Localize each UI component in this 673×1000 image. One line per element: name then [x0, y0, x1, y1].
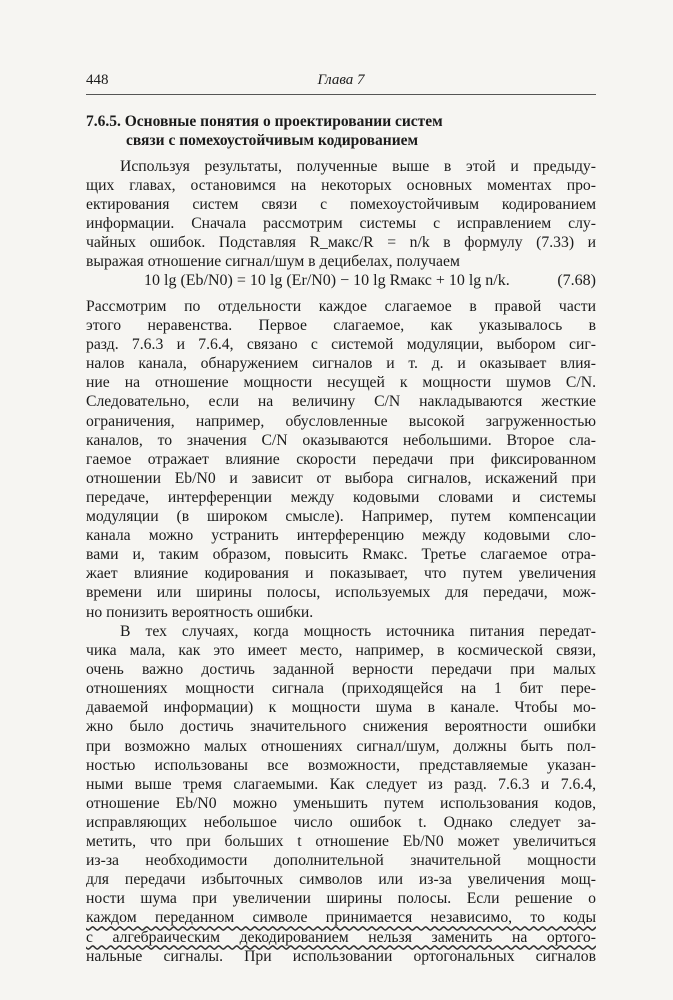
text-line: каналов, то значения C/N оказываются небольшими. Второе сла-	[86, 431, 596, 449]
text-line: метить, что при больших t отношение Eb/N0 может увеличиться	[86, 833, 596, 851]
page-header	[86, 72, 596, 92]
page-number: 448	[86, 72, 109, 88]
text-line: каждом переданном символе принимается независимо, то коды	[86, 909, 596, 927]
section-title-line-2: связи с помехоустойчивым кодированием	[126, 132, 419, 149]
text-line: гаемое отражает влияние скорости передачи при фиксированном	[86, 450, 596, 468]
section-heading	[86, 112, 596, 150]
text-line: отношениях мощности сигнала (приходящейся на 1 бит пере-	[86, 680, 596, 698]
text-line: но понизить вероятность ошибки.	[86, 603, 314, 621]
equation-number: (7.68)	[557, 272, 596, 289]
paragraph-3	[86, 622, 596, 966]
header-rule	[86, 94, 596, 95]
text-line: информации. Сначала рассмотрим системы с исправлением слу-	[86, 215, 596, 233]
text-line: нальные сигналы. При использовании ортогональных сигналов	[86, 947, 596, 965]
text-line: исправляющих небольшое число ошибок t. Однако следует за-	[86, 813, 596, 831]
text-line: из-за необходимости дополнительной значительной мощности	[86, 852, 596, 870]
text-line: для передачи избыточных символов или из-за увеличения мощ-	[86, 871, 596, 889]
text-line: модуляции (в широком смысле). Например, путем компенсации	[86, 508, 596, 526]
text-line: ными выше тремя слагаемыми. Как следует из разд. 7.6.3 и 7.6.4,	[86, 775, 596, 793]
text-line: ностью использованы все возможности, представляемые указан-	[86, 756, 596, 774]
text-line: отношение Eb/N0 можно уменьшить путем использования кодов,	[86, 794, 596, 812]
text-line: ности шума при увеличении ширины полосы. Если решение о	[86, 890, 596, 908]
running-head: Глава 7	[317, 72, 365, 88]
section-title-line-1: 7.6.5. Основные понятия о проектировании систем	[86, 113, 443, 130]
text-line: времени или ширины полосы, используемых для передачи, мож-	[86, 584, 596, 602]
text-line: даваемой информации) к мощности шума в канале. Чтобы мо-	[86, 699, 596, 717]
text-line: отношении Eb/N0 и зависит от выбора сигналов, искажений при	[86, 469, 596, 487]
text-line: выражая отношение сигнал/шум в децибелах, получаем	[86, 253, 460, 271]
equation-expression: 10 lg (Eb/N0) = 10 lg (Er/N0) − 10 lg Rмакс + 10 lg n/k.	[144, 272, 510, 289]
text-line: Следовательно, если на величину C/N накладываются жесткие	[86, 393, 596, 411]
text-line: очень важно достичь заданной верности передачи при малых	[86, 661, 596, 679]
text-line: разд. 7.6.3 и 7.6.4, связано с системой модуляции, выбором сиг-	[86, 336, 596, 354]
text-line: жает влияние кодирования и показывает, что путем увеличения	[86, 565, 596, 583]
text-line: при возможно малых отношениях сигнал/шум, должны быть пол-	[86, 737, 596, 755]
text-line: В тех случаях, когда мощность источника питания передат-	[120, 623, 596, 640]
paragraph-1	[86, 157, 596, 272]
text-line: ние на отношение мощности несущей к мощности шумов C/N.	[86, 374, 596, 392]
text-line: вами и, таким образом, повысить Rмакс. Третье слагаемое отра-	[86, 546, 596, 564]
text-line: чика мала, как это имеет место, например, в космической связи,	[86, 642, 596, 660]
equation-7-68	[86, 272, 596, 294]
text-line: Рассмотрим по отдельности каждое слагаемое в правой части	[86, 298, 596, 315]
text-line: этого неравенства. Первое слагаемое, как указывалось в	[86, 317, 596, 335]
text-line: жно было достичь значительного снижения вероятности ошибки	[86, 718, 596, 736]
paragraph-2	[86, 297, 596, 622]
text-line: чайных ошибок. Подставляя R_макс/R = n/k в формулу (7.33) и	[86, 234, 596, 252]
text-line: канала можно устранить интерференцию между кодовыми сло-	[86, 527, 596, 545]
text-line: ектирования систем связи с помехоустойчивым кодированием	[86, 196, 596, 214]
text-line: щих главах, остановимся на некоторых основных моментах про-	[86, 177, 596, 195]
text-line: передаче, интерференции между кодовыми словами и системы	[86, 488, 596, 506]
text-line: налов канала, обнаружением сигналов и т. д. и оказывает влия-	[86, 355, 596, 373]
text-line: Используя результаты, полученные выше в этой и предыду-	[120, 158, 596, 175]
text-line: с алгебраическим декодированием нельзя заменить на ортого-	[86, 928, 596, 946]
text-line: ограничения, например, обусловленные высокой загруженностью	[86, 412, 596, 430]
